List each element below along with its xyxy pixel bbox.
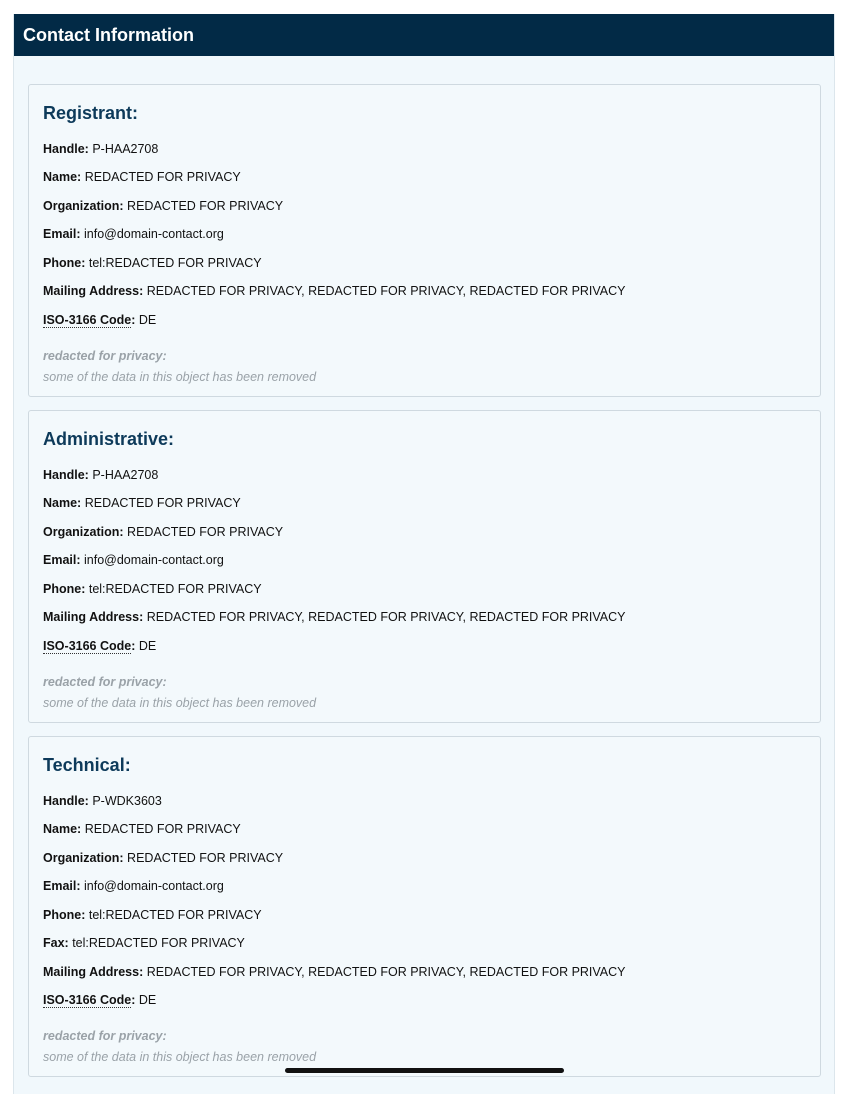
email-label: Email: [43, 553, 81, 567]
phone-value[interactable]: tel:REDACTED FOR PRIVACY [88, 582, 262, 596]
organization-label: Organization: [43, 199, 124, 213]
email-label: Email: [43, 879, 81, 893]
phone-value[interactable]: tel:REDACTED FOR PRIVACY [88, 256, 262, 270]
contact-information-panel [13, 14, 835, 1094]
iso-code-value: DE [138, 313, 157, 327]
organization-value: REDACTED FOR PRIVACY [127, 525, 284, 539]
email-row [43, 227, 224, 241]
iso-code-colon: : [131, 313, 136, 327]
organization-value: REDACTED FOR PRIVACY [127, 851, 284, 865]
redaction-note-text: some of the data in this object has been removed [43, 1050, 317, 1064]
iso-code-row [43, 993, 156, 1007]
home-indicator[interactable] [285, 1068, 564, 1073]
email-value[interactable]: info@domain-contact.org [84, 879, 224, 893]
iso-code-row [43, 639, 156, 653]
redaction-note-title: redacted for privacy: [43, 349, 167, 363]
mailing-address-row [43, 965, 626, 979]
iso-code-label[interactable]: ISO-3166 Code [43, 993, 132, 1007]
organization-value: REDACTED FOR PRIVACY [127, 199, 284, 213]
email-value[interactable]: info@domain-contact.org [84, 553, 224, 567]
card-heading: Administrative: [43, 429, 175, 449]
organization-row [43, 851, 283, 865]
phone-row [43, 256, 262, 270]
name-value: REDACTED FOR PRIVACY [84, 496, 241, 510]
email-value[interactable]: info@domain-contact.org [84, 227, 224, 241]
iso-code-value: DE [138, 639, 157, 653]
handle-value: P-WDK3603 [92, 794, 162, 808]
iso-code-label[interactable]: ISO-3166 Code [43, 639, 132, 653]
iso-code-value: DE [138, 993, 157, 1007]
name-row [43, 496, 241, 510]
handle-value: P-HAA2708 [92, 142, 159, 156]
administrative-card [28, 410, 821, 723]
email-row [43, 879, 224, 893]
iso-code-colon: : [131, 993, 136, 1007]
fax-row [43, 936, 245, 950]
name-value: REDACTED FOR PRIVACY [84, 170, 241, 184]
organization-row [43, 525, 283, 539]
name-row [43, 822, 241, 836]
phone-label: Phone: [43, 908, 86, 922]
handle-value: P-HAA2708 [92, 468, 159, 482]
card-heading: Registrant: [43, 103, 139, 123]
mailing-address-label: Mailing Address: [43, 610, 144, 624]
handle-label: Handle: [43, 794, 89, 808]
name-label: Name: [43, 170, 82, 184]
mailing-address-label: Mailing Address: [43, 965, 144, 979]
mailing-address-row [43, 610, 626, 624]
mailing-address-value: REDACTED FOR PRIVACY, REDACTED FOR PRIVACY, REDACTED FOR PRIVACY [146, 965, 626, 979]
organization-label: Organization: [43, 525, 124, 539]
organization-row [43, 199, 283, 213]
name-label: Name: [43, 496, 82, 510]
mailing-address-value: REDACTED FOR PRIVACY, REDACTED FOR PRIVACY, REDACTED FOR PRIVACY [146, 610, 626, 624]
redaction-note-text: some of the data in this object has been removed [43, 696, 317, 710]
technical-card [28, 736, 821, 1077]
mailing-address-value: REDACTED FOR PRIVACY, REDACTED FOR PRIVACY, REDACTED FOR PRIVACY [146, 284, 626, 298]
phone-value[interactable]: tel:REDACTED FOR PRIVACY [88, 908, 262, 922]
iso-code-label[interactable]: ISO-3166 Code [43, 313, 132, 327]
handle-label: Handle: [43, 468, 89, 482]
registrant-card [28, 84, 821, 397]
mailing-address-label: Mailing Address: [43, 284, 144, 298]
phone-label: Phone: [43, 256, 86, 270]
card-heading: Technical: [43, 755, 131, 775]
fax-label: Fax: [43, 936, 69, 950]
redaction-note-title: redacted for privacy: [43, 675, 167, 689]
organization-label: Organization: [43, 851, 124, 865]
redaction-note-text: some of the data in this object has been removed [43, 370, 317, 384]
handle-row [43, 142, 158, 156]
name-value: REDACTED FOR PRIVACY [84, 822, 241, 836]
phone-row [43, 908, 262, 922]
mailing-address-row [43, 284, 626, 298]
handle-row [43, 468, 158, 482]
fax-value[interactable]: tel:REDACTED FOR PRIVACY [72, 936, 245, 950]
handle-label: Handle: [43, 142, 89, 156]
redaction-note-title: redacted for privacy: [43, 1029, 167, 1043]
panel-title: Contact Information [14, 14, 834, 56]
iso-code-row [43, 313, 156, 327]
phone-label: Phone: [43, 582, 86, 596]
name-row [43, 170, 241, 184]
handle-row [43, 794, 162, 808]
name-label: Name: [43, 822, 82, 836]
phone-row [43, 582, 262, 596]
email-row [43, 553, 224, 567]
email-label: Email: [43, 227, 81, 241]
iso-code-colon: : [131, 639, 136, 653]
